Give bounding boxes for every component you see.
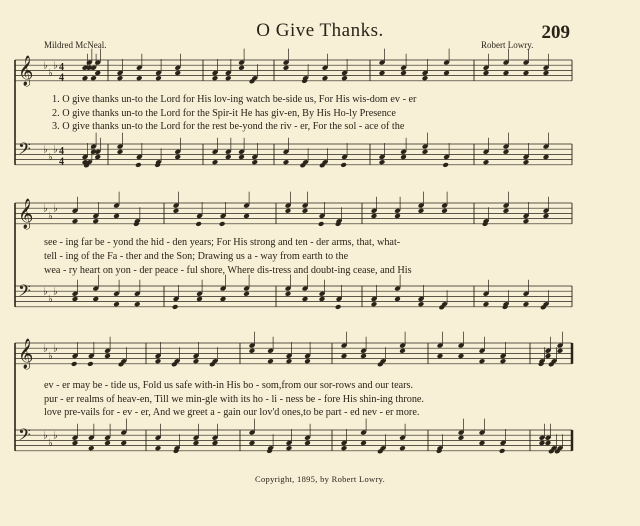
note-head: [483, 159, 490, 165]
note-head: [319, 296, 326, 302]
note-head: [212, 159, 219, 165]
note-head: [117, 149, 124, 155]
note-head: [483, 70, 490, 76]
note-head: [196, 296, 203, 302]
note-head: [172, 304, 179, 310]
flat-sign-icon: ♭: [48, 351, 53, 363]
note-head: [360, 440, 367, 446]
note-head: [249, 440, 256, 446]
note-head: [285, 291, 292, 297]
note-head: [195, 221, 202, 227]
flat-sign-icon: ♭: [53, 343, 58, 355]
note-head: [117, 75, 124, 81]
note-head: [135, 162, 142, 168]
system-2-verse-1: see - ing far be - yond the hid - den years; For His strong and ten - der arms, that, what-: [44, 237, 401, 248]
flat-sign-icon: ♭: [43, 286, 48, 298]
time-signature-top: 4: [59, 145, 64, 157]
note-head: [134, 301, 141, 307]
note-head: [545, 353, 552, 359]
note-head: [92, 296, 99, 302]
flat-sign-icon: ♭: [48, 211, 53, 223]
note-head: [543, 213, 550, 219]
note-head: [394, 213, 401, 219]
note-head: [422, 149, 429, 155]
page-number: 209: [541, 22, 570, 43]
note-head: [72, 218, 79, 224]
note-head: [113, 301, 120, 307]
flat-sign-icon: ♭: [53, 203, 58, 215]
system-3-verse-3: love pre-vails for - ev - er, And we greet a - gain our lov'd ones,to be part - ed nev - er more.: [44, 407, 420, 418]
time-signature-bottom: 4: [59, 156, 64, 168]
note-head: [225, 154, 232, 160]
note-head: [104, 353, 111, 359]
note-head: [360, 353, 367, 359]
note-head: [458, 435, 465, 441]
flat-sign-icon: ♭: [43, 203, 48, 215]
system-2-verse-2: tell - ing of the Fa - ther and the Son; Drawing us a - way from earth to the: [44, 251, 349, 262]
lyricist-credit: Mildred McNeal.: [44, 40, 107, 50]
note-head: [193, 440, 200, 446]
system-3-verse-1: ev - er may be - tide us, Fold us safe with-in His bo - som,from our sor-rows and our tears.: [44, 380, 414, 391]
note-head: [251, 159, 258, 165]
system-3-verse-2: pur - er realms of heav-en, Till we min-gle with its ho - li - ness be - fore His shin-ing throne.: [44, 394, 424, 405]
note-head: [193, 358, 200, 364]
note-head: [503, 70, 510, 76]
note-head: [523, 301, 530, 307]
system-1-verse-1: 1. O give thanks un-to the Lord for His lov-ing watch be-side us, For His wis-dom ev - er: [52, 94, 417, 105]
flat-sign-icon: ♭: [43, 343, 48, 355]
flat-sign-icon: ♭: [53, 286, 58, 298]
note-head: [400, 154, 407, 160]
note-head: [243, 213, 250, 219]
note-head: [283, 65, 290, 71]
note-head: [212, 75, 219, 81]
note-head: [88, 445, 95, 451]
flat-sign-icon: ♭: [43, 430, 48, 442]
note-head: [174, 154, 181, 160]
note-head: [212, 440, 219, 446]
treble-clef-icon: 𝄞: [18, 56, 34, 87]
note-head: [286, 358, 293, 364]
flat-sign-icon: ♭: [53, 430, 58, 442]
system-1-verse-3: 3. O give thanks un-to the Lord for the rest be-yond the riv - er, For the sol - ace of the: [52, 121, 405, 132]
system-1-verse-2: 2. O give thanks un-to the Lord for the Spir-it He has giv-en, By His Ho-ly Presence: [52, 108, 396, 119]
note-head: [243, 291, 250, 297]
note-head: [113, 213, 120, 219]
note-head: [441, 208, 448, 214]
note-head: [90, 75, 97, 81]
note-head: [503, 149, 510, 155]
note-head: [335, 304, 342, 310]
note-head: [286, 445, 293, 451]
note-head: [418, 208, 425, 214]
note-head: [82, 75, 89, 81]
note-head: [443, 70, 450, 76]
note-head: [304, 440, 311, 446]
note-head: [238, 154, 245, 160]
note-head: [539, 440, 546, 446]
note-head: [543, 70, 550, 76]
note-head: [479, 440, 486, 446]
note-head: [94, 154, 101, 160]
note-head: [304, 358, 311, 364]
note-head: [399, 445, 406, 451]
note-head: [340, 162, 347, 168]
note-head: [71, 361, 78, 367]
note-head: [523, 70, 530, 76]
note-head: [442, 162, 449, 168]
bass-clef-icon: 𝄢: [18, 424, 31, 449]
note-head: [220, 296, 227, 302]
flat-sign-icon: ♭: [43, 60, 48, 72]
note-head: [371, 213, 378, 219]
note-head: [155, 445, 162, 451]
flat-sign-icon: ♭: [53, 60, 58, 72]
treble-clef-icon: 𝄞: [18, 199, 34, 230]
note-head: [87, 361, 94, 367]
note-head: [322, 75, 329, 81]
note-head: [523, 218, 530, 224]
note-head: [400, 70, 407, 76]
note-head: [437, 353, 444, 359]
note-head: [155, 358, 162, 364]
bass-clef-icon: 𝄢: [18, 138, 31, 163]
bass-clef-icon: 𝄢: [18, 280, 31, 305]
copyright-notice: Copyright, 1895, by Robert Lowry.: [255, 474, 385, 484]
note-head: [238, 65, 245, 71]
note-head: [174, 70, 181, 76]
note-head: [72, 296, 79, 302]
flat-sign-icon: ♭: [48, 152, 53, 164]
note-head: [267, 358, 274, 364]
treble-clef-icon: 𝄞: [18, 339, 34, 370]
note-head: [302, 296, 309, 302]
note-head: [249, 348, 256, 354]
note-head: [479, 358, 486, 364]
note-head: [219, 221, 226, 227]
note-head: [499, 448, 506, 454]
flat-sign-icon: ♭: [48, 438, 53, 450]
note-head: [458, 353, 465, 359]
note-head: [399, 348, 406, 354]
time-signature-top: 4: [59, 61, 64, 73]
time-signature-bottom: 4: [59, 72, 64, 84]
hymn-title: O Give Thanks.: [256, 20, 384, 41]
note-head: [285, 208, 292, 214]
note-head: [120, 440, 127, 446]
note-head: [500, 358, 507, 364]
note-head: [225, 75, 232, 81]
note-head: [379, 159, 386, 165]
note-head: [341, 353, 348, 359]
note-head: [155, 75, 162, 81]
note-head: [543, 154, 550, 160]
note-head: [503, 208, 510, 214]
note-head: [302, 208, 309, 214]
note-head: [341, 445, 348, 451]
note-head: [341, 75, 348, 81]
note-head: [94, 70, 101, 76]
note-head: [72, 440, 79, 446]
note-head: [394, 296, 401, 302]
note-head: [523, 159, 530, 165]
note-head: [136, 75, 143, 81]
note-head: [422, 75, 429, 81]
flat-sign-icon: ♭: [53, 144, 58, 156]
note-head: [283, 159, 290, 165]
note-head: [104, 440, 111, 446]
note-head: [371, 301, 378, 307]
note-head: [545, 440, 552, 446]
note-head: [483, 301, 490, 307]
note-head: [318, 221, 325, 227]
note-head: [173, 208, 180, 214]
flat-sign-icon: ♭: [43, 144, 48, 156]
note-head: [418, 301, 425, 307]
note-head: [379, 70, 386, 76]
flat-sign-icon: ♭: [48, 294, 53, 306]
composer-credit: Robert Lowry.: [481, 40, 534, 50]
system-2-verse-3: wea - ry heart on yon - der peace - ful shore, Where dis-tress and doubt-ing cease, and His: [44, 265, 412, 276]
note-head: [557, 348, 564, 354]
note-head: [92, 218, 99, 224]
flat-sign-icon: ♭: [48, 68, 53, 80]
